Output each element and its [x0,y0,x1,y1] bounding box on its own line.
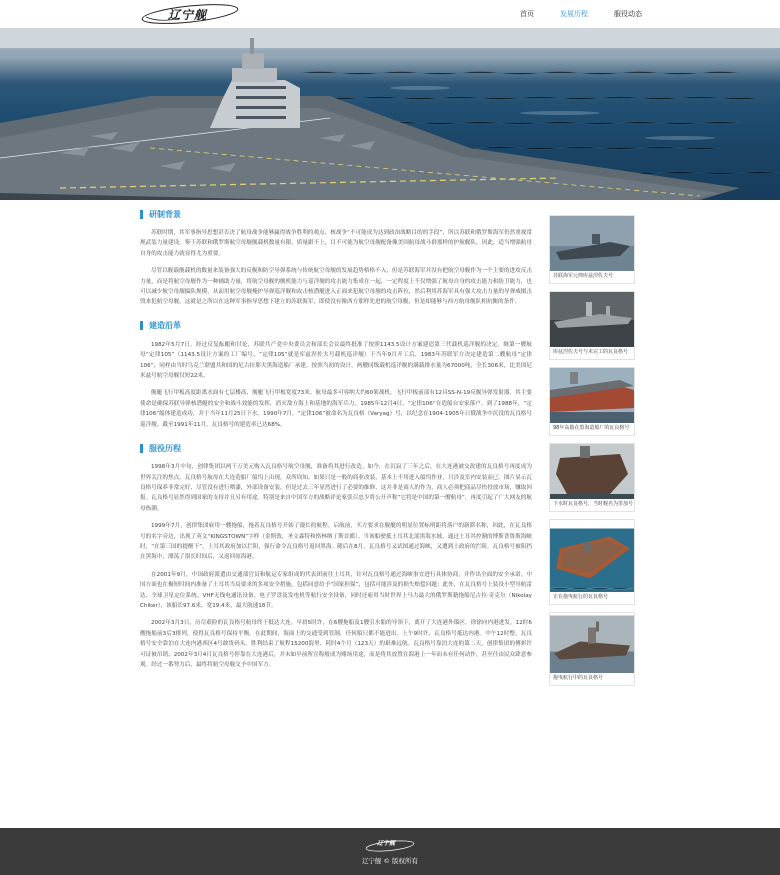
paragraph: 1998年3月中旬，创律集团以两千万美元购入瓦良格号航空母舰，准备将其进行改造。如今，在沉寂了三年之后，在大连港被交改建的瓦良格号再度成为世界关注的焦点。瓦良格号航母在大连造船厂船坞上出现，众所周知，如果只是一般的商业改装，基本上不用进入船坞作业，只涉及室内安装而已。图片显示瓦良格号保养非常完好，尽管没有进行喷漆，外部设备安装，但是过去三年显然进行了必要的维修，这并非是商人的作为，商人必须把商品尽快投放市场，赚取回报。瓦良格号显然得到国家的支持并且另有用途。特别是来自中国军方的战略评论家张召忠少将公开声称“它将是中国的第一艘航母”，再度引起了广大网友的航母热潮。 [140,464,532,512]
nav-service[interactable]: 服役动态 [614,10,642,18]
photo-caption: 98年高拨在黑海造船厂的瓦良格号 [553,425,630,431]
section-title [140,442,532,454]
site-logo[interactable] [140,3,240,25]
footer-logo[interactable] [364,837,416,849]
section-title-text: 研制背景 [149,209,181,219]
photo-card[interactable] [549,215,635,284]
paragraph: 1999年7月，创律集团雇用一艘拖船，拖着瓦良格号开始了漫长的航程。启航前，买方要求在舰艇的明显位置标明距将落户的新滞名称，因此，在瓦良格号的名字旁边，出现了英文“KINGSTOWN”字样（金斯敦，圣文森特和格林纳丁斯首都）。当该船驶抵土耳其北部黑海水域，通过土耳其控制的博斯普鲁斯海峡时，“在第三国的提醒下”，土耳其政府加以拦阻，强行命令瓦良格号返回黑海。随后在8月，瓦良格号又试图通过海峡，又遭到土政府的拦阻。瓦良格号被阻挡在黑海中，漂荡了很长时间后，又返回原海港。 [140,523,532,561]
title-bar-icon [140,321,143,330]
photo-card[interactable] [549,291,635,360]
hero-banner-image [0,28,780,200]
photo-caption: 苏联海军元帅库兹涅佐夫号 [553,273,614,279]
site-header [0,0,780,28]
paragraph: 舰艇飞行甲板高度距离水面有七层楼高，舰艇飞行甲板宽度73米。航母最多可容纳大约60架战机。飞行甲板前部有12具SS-N-19反舰导弹发射器，其主要使命是确保苏联导弹核潜艇的安全和战斗效能的发挥，消灭敌方海上和基地的海军兵力。1985年12月4日，“定律106”在造船台安家落户。到了1988年，“定律106”船体建造成功，并于当年11月25日下水。1990年7月，“定律106”被命名为瓦良格（Varyag）号，以纪念在1904-1905年日俄战争中沉没的瓦良格号巡洋舰。截至1991年11月，瓦良格号的建造率已达68%。 [140,390,532,428]
section-title-text: 建造沿革 [149,321,181,331]
section-title [140,208,532,220]
carrier-photo [550,292,634,347]
carrier-photo [550,368,634,423]
nav-history[interactable]: 发展历程 [560,10,588,18]
photo-caption: 库兹涅佐夫号与未完工的瓦良格号 [553,349,629,355]
footer-logo-text: 辽宁舰 [377,840,396,847]
photo-sidebar [549,215,635,693]
logo-text: 辽宁舰 [168,8,208,22]
paragraph: 在2001年9月，中国政府派遣由交通部官员和航运专家组成的代表团前往土耳其，针对瓦良格号通过海峡事宜进行具体协商，并作出全面的安全承诺。中国方面也在极短时间内准备了土耳其当局要求的多项安全措施，包括同意给予“国家担保”，包括可能涉及的损失赔偿问题；此外，在瓦良格号上装设小型导航雷达、全球卫星定位系统、VHF无线电通讯设备、电子罗盘及发电机等航行安全设备，同时还雇用当时世界上马力最大的俄罗斯籍拖船尼古拉·奇克尔（Nikolay Chiker），该船长97.6米，宽19.4米，最大航速18节。 [140,571,532,609]
photo-card[interactable] [549,612,635,686]
paragraph: 2002年3月3日，历尽艰险的瓦良格号航母终于抵达大连。早晨5时许，在6艘拖船及1艘引水船的导领下，离开了大连港外锚区，徐徐向内港进发。12时6艘拖船前3后3排列，使得瓦良格号保持平衡。在此期间，海面上的交通受到管制，任何船只都不能进出。上午9时许，瓦良格号抵达内港。中午12时整，瓦良格号安全靠泊在大连内港西区4号敢货码头。胜利结束了航程15200海里、耗时4个月（123天）的艰难远航。瓦良格号靠泊大连的第二天，创律集团的傅彩许可证被吊销。2002年3月4日瓦良格号停靠在大连港后，并未如早前所宣称般成为赌场用途，而是将其放置在海港上一年而未有任何动作，甚至任由民众肆意参观。经过一番努力后，最终将航空母舰交予中国军方。 [140,620,532,668]
paragraph: 尽管以舰载舰载机的数量来装备强大的反舰和防空导弹系统与传统航空母舰的发展趋势格格不入，但是苏联海军并没有把航空母舰作为一个主要的进攻反击力量，而是将航空母舰作为一种辅助力量，将航空母舰的舰机能力与巡洋舰的攻击能力集成在一起，一定程度上不仅增强了航母自身的攻击能力和防卫能力，也可以减少航空母舰编队规模，从而用航空母舰掩护导弹巡洋舰和攻击核潜艇进入正面来犯航空母舰的攻击阵位，然后利用苏海军具有强大攻击力量的导弹威慑击毁来犯航空母舰，这就是之所以在这种军事指导思想下建立的苏联海军，即使没有像西方那样先进的航空母舰，但是却能够与西方航母舰队相抗衡的条件。 [140,268,532,306]
site-footer [0,828,780,875]
main-nav [520,9,668,21]
paragraph: 苏联时期，其军事指导思想甚否决了航母战争能够赢得战争胜利的观点，核战争“不可能成为达到政治战略目的的手段”，所以苏联和俄罗斯海军仍然重视常规武装力量建设。鉴于苏联和俄罗斯航空母舰舰载机数量有限，质量跟不上，目不可能为航空母舰配备像美国航母战斗群那样的护航舰队，因此，适当增强航母自身的攻击能力就显得尤为重要。 [140,230,532,257]
nav-home[interactable]: 首页 [520,10,534,18]
carrier-photo [550,520,634,592]
photo-card[interactable] [549,367,635,436]
carrier-photo [550,216,634,271]
title-bar-icon [140,444,143,453]
section-background [140,208,532,308]
photo-caption: 拖曳航行中的瓦良格号 [553,675,604,681]
photo-card[interactable] [549,443,635,512]
carrier-photo [550,444,634,499]
main-content [140,208,532,677]
section-construction [140,320,532,430]
section-service [140,442,532,670]
section-title [140,320,532,332]
copyright-text: 辽宁舰 © 版权所有 [361,857,419,865]
paragraph: 1982年5月7日，经过反复酝酿和讨论，苏联共产党中央委员会和部长会议最终批准了按照1143.5设计方案建造第三代载机巡洋舰的决定。继第一艘航母“定律105”（1143.5设计方案的工厂编号，“定律105”就是库兹涅佐夫号载机巡洋舰）于当年9月开工后，1983年苏联军方决定建造第二艘航母“定律106”，同样由当时乌克兰联盟共和国的尼古拉耶夫黑海造船厂承建。按照当初的设计，两艘同级载机巡洋舰的满载排水量为67000吨，全长306米，比美国尼米兹号航空母舰仅短22米。 [140,341,532,380]
section-title-text: 服役历程 [149,443,181,453]
photo-caption: 正在拖曳航行的瓦良格号 [553,594,609,600]
photo-caption: 下水时瓦良格号，当时舰名为里加号 [553,501,634,507]
title-bar-icon [140,210,143,219]
carrier-photo [550,613,634,673]
photo-card[interactable] [549,519,635,605]
